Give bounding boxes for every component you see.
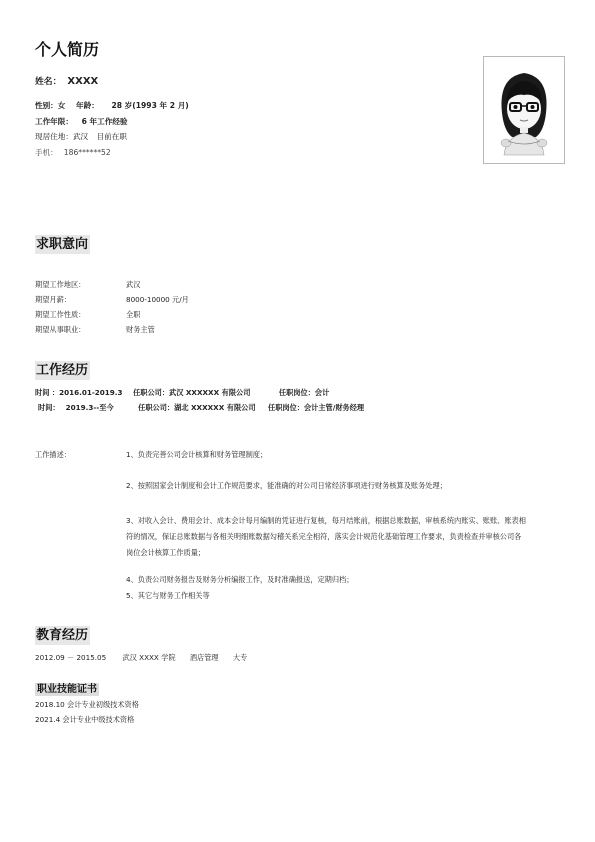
work-years-label: 工作年限： [35,117,73,126]
work-time-value: 2016.01-2019.3 [59,388,123,397]
residence-value: 武汉 [72,132,89,141]
age-value: 28 岁(1993 年 2 月) [111,101,189,110]
work-time-label: 时间 ： [35,388,60,397]
education-heading: 教育经历 [36,628,89,643]
work-years-value: 6 年工作经验 [81,117,128,126]
work-position-label: 任职岗位： [278,388,315,397]
work-desc-item: 1、负责完善公司会计核算和财务管理制度； [126,450,268,459]
certificate-item: 2018.10 会计专业初级技术资格 [35,700,139,709]
work-time-value: 2019.3--至今 [65,403,114,412]
work-entry [38,403,364,412]
work-position-value: 会计 [314,388,330,397]
work-desc-item: 5、其它与财务工作相关等 [126,591,210,600]
work-company-value: 武汉 XXXXXX 有限公司 [169,388,251,397]
name-label: 姓名： [35,77,62,87]
education-row [35,653,247,662]
intent-label: 期望月薪： [35,295,71,304]
intent-label: 期望从事职业： [35,325,86,334]
work-desc-label: 工作描述： [35,450,71,459]
intent-heading: 求职意向 [36,237,89,252]
phone-row [35,148,111,158]
work-desc-item: 4、负责公司财务报告及财务分析编报工作，及时准确报送，定期归档； [126,575,354,584]
education-major: 酒店管理 [189,653,219,662]
residence-label: 现居住地： [35,132,73,141]
education-period: 2012.09 － 2015.05 [35,653,107,662]
work-desc-item: 3、对收入会计、费用会计、成本会计每月编制的凭证进行复核，每月结账前，根据总账数据，审核系统内账实、账账、账表相符的情况，保证总账数据与各相关明细账数据勾稽关系完全相符，落实会计规范化基础管理工作要求，负责检查并审核公司各岗位会计核算工作质量； [126,516,526,557]
status-value: 目前在职 [96,132,127,141]
intent-value: 财务主管 [126,325,155,334]
profile-photo [483,56,565,164]
work-entry [35,388,329,397]
intent-value: 全职 [126,310,141,319]
work-company-value: 湖北 XXXXXX 有限公司 [174,403,256,412]
work-company-label: 任职公司： [138,403,175,412]
gender-age-row [35,101,189,111]
age-label: 年龄： [76,101,99,110]
page-title: 个人简历 [35,40,100,59]
certificate-item: 2021.4 会计专业中级技术资格 [35,715,135,724]
work-time-label: 时间： [38,403,60,412]
gender-value: 女 [57,101,66,110]
intent-label: 期望工作地区： [35,280,86,289]
education-degree: 大专 [232,653,248,662]
work-years-row [35,117,128,127]
work-position-label: 任职岗位： [268,403,304,412]
phone-value: 186******52 [63,148,111,157]
intent-value: 武汉 [126,280,141,289]
gender-label: 性别： [35,101,58,110]
intent-value: 8000-10000 元/月 [126,295,189,304]
intent-label: 期望工作性质： [35,310,86,319]
avatar-illustration [484,57,564,163]
phone-label: 手机： [35,148,58,157]
certificates-heading: 职业技能证书 [37,684,97,695]
residence-row [35,132,127,142]
education-school: 武汉 XXXX 学院 [122,653,176,662]
work-heading: 工作经历 [36,363,89,378]
name-value: XXXX [67,76,99,87]
name-row [35,76,98,88]
work-company-label: 任职公司： [133,388,170,397]
work-desc-item: 2、按照国家会计制度和会计工作规范要求，能准确的对公司日常经济事项进行财务核算及账务处理； [126,481,447,490]
work-position-value: 会计主管/财务经理 [303,403,365,412]
